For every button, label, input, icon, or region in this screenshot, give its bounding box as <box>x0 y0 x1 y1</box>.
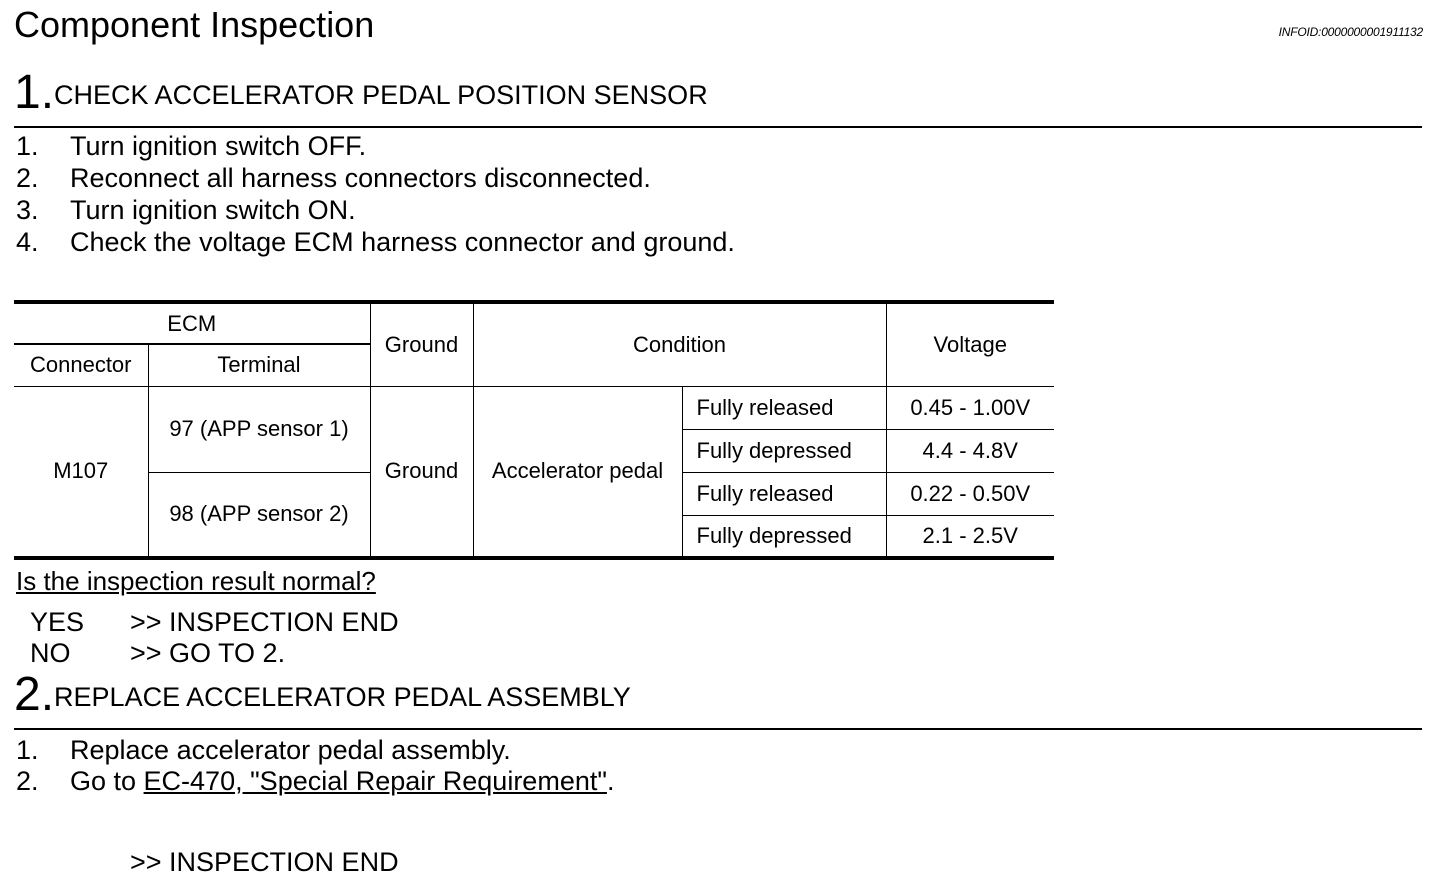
list-item: 1. Turn ignition switch OFF. <box>16 131 367 161</box>
page-title: Component Inspection <box>14 4 375 45</box>
step-1-heading <box>14 68 708 118</box>
cell-pedal-state: Fully depressed <box>682 429 886 472</box>
cell-connector: M107 <box>14 386 148 558</box>
cell-voltage: 0.45 - 1.00V <box>886 386 1054 429</box>
cell-pedal-state: Fully released <box>682 472 886 515</box>
step-1-number: 1. <box>14 66 55 119</box>
header-terminal: Terminal <box>148 344 370 386</box>
header-condition: Condition <box>473 302 886 386</box>
table-header-row <box>14 302 1054 344</box>
answer-yes: YES >> INSPECTION END <box>30 607 399 637</box>
cell-voltage: 4.4 - 4.8V <box>886 429 1054 472</box>
step-2-title: REPLACE ACCELERATOR PEDAL ASSEMBLY <box>54 682 631 712</box>
info-id: INFOID:0000000001911132 <box>1278 25 1423 39</box>
list-item: 2. Go to EC-470, "Special Repair Requirement". <box>16 766 615 796</box>
voltage-table <box>14 300 1054 560</box>
header-ground: Ground <box>370 302 473 386</box>
cell-condition: Accelerator pedal <box>473 386 682 558</box>
step-2-rule <box>14 728 1422 730</box>
step-2-number: 2. <box>14 668 55 721</box>
cell-pedal-state: Fully depressed <box>682 515 886 558</box>
inspection-end: >> INSPECTION END <box>130 847 399 877</box>
cell-pedal-state: Fully released <box>682 386 886 429</box>
table-row <box>14 386 1054 429</box>
cell-voltage: 0.22 - 0.50V <box>886 472 1054 515</box>
list-item: 4. Check the voltage ECM harness connector and ground. <box>16 227 735 257</box>
cell-terminal: 98 (APP sensor 2) <box>148 472 370 558</box>
special-repair-link[interactable]: EC-470, "Special Repair Requirement" <box>143 766 607 796</box>
header-ecm: ECM <box>14 302 370 344</box>
list-item: 1. Replace accelerator pedal assembly. <box>16 735 511 765</box>
answer-no: NO >> GO TO 2. <box>30 638 286 668</box>
inspection-question: Is the inspection result normal? <box>16 566 376 596</box>
list-item: 2. Reconnect all harness connectors disconnected. <box>16 163 651 193</box>
step-1-title: CHECK ACCELERATOR PEDAL POSITION SENSOR <box>54 80 708 110</box>
header-voltage: Voltage <box>886 302 1054 386</box>
cell-terminal: 97 (APP sensor 1) <box>148 386 370 472</box>
list-item: 3. Turn ignition switch ON. <box>16 195 356 225</box>
cell-ground: Ground <box>370 386 473 558</box>
cell-voltage: 2.1 - 2.5V <box>886 515 1054 558</box>
step-2-heading <box>14 670 631 720</box>
header-connector: Connector <box>14 344 148 386</box>
step-1-rule <box>14 126 1422 128</box>
